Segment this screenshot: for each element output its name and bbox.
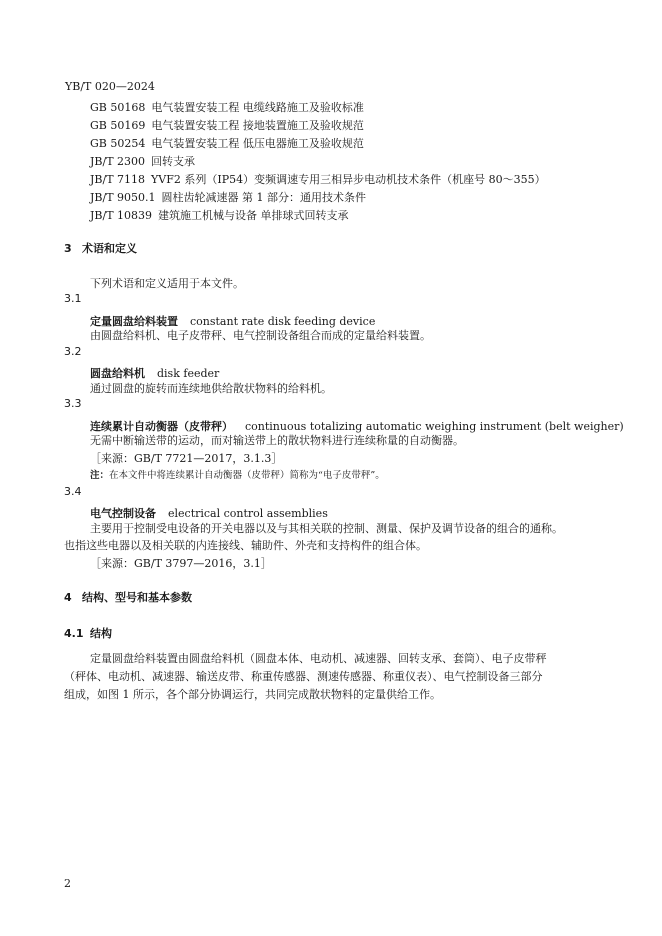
section-3-intro: 下列术语和定义适用于本文件。	[90, 277, 244, 290]
clause-number-3-4: 3.4	[64, 485, 82, 498]
term-english: electrical control assemblies	[168, 507, 328, 520]
section-title: 术语和定义	[82, 242, 137, 255]
reference-title: 电气装置安装工程 低压电器施工及验收规范	[151, 137, 364, 150]
reference-item	[90, 171, 546, 189]
term-english: disk feeder	[157, 367, 220, 380]
term-chinese: 定量圆盘给料装置	[90, 315, 178, 328]
term-3-3-note	[90, 467, 385, 481]
term-3-3-definition: 无需中断输送带的运动，而对输送带上的散状物料进行连续称量的自动衡器。	[90, 434, 464, 447]
reference-title: 电气装置安装工程 接地装置施工及验收规范	[151, 119, 364, 132]
subsection-4-1-heading	[64, 625, 112, 641]
term-chinese: 电气控制设备	[90, 507, 156, 520]
reference-title: 回转支承	[151, 155, 196, 168]
section-title: 结构、型号和基本参数	[82, 591, 192, 604]
term-3-4-entry	[90, 502, 328, 521]
term-3-2-definition: 通过圆盘的旋转而连续地供给散状物料的给料机。	[90, 382, 332, 395]
reference-item	[90, 153, 195, 171]
subsection-title: 结构	[90, 627, 112, 640]
reference-code: JB/T 9050.1	[90, 191, 156, 204]
section-number: 4	[64, 591, 72, 604]
reference-item	[90, 117, 364, 135]
paragraph-4-1-line-1: 定量圆盘给料装置由圆盘给料机（圆盘本体、电动机、减速器、回转支承、套筒）、电子皮带秤	[90, 652, 547, 665]
reference-code: JB/T 2300	[90, 155, 146, 168]
reference-item	[90, 189, 366, 207]
reference-code: JB/T 7118	[90, 173, 146, 186]
clause-number-3-1: 3.1	[64, 292, 82, 305]
page-number: 2	[64, 877, 71, 890]
term-chinese: 连续累计自动衡器（皮带秤）	[90, 420, 233, 433]
paragraph-4-1-line-3: 组成，如图 1 所示，各个部分协调运行，共同完成散状物料的定量供给工作。	[64, 688, 441, 701]
subsection-number: 4.1	[64, 627, 84, 640]
term-3-2-entry	[90, 362, 219, 381]
note-text: 在本文件中将连续累计自动衡器（皮带秤）简称为“电子皮带秤”。	[109, 470, 385, 481]
term-3-4-source: ［来源：GB/T 3797—2016，3.1］	[90, 557, 272, 570]
term-3-4-definition-line-2: 也指这些电器以及相关联的内连接线、辅助件、外壳和支持构件的组合体。	[64, 539, 427, 552]
reference-title: 圆柱齿轮减速器 第 1 部分：通用技术条件	[161, 191, 367, 204]
reference-item	[90, 207, 349, 225]
section-3-heading	[64, 240, 137, 256]
reference-item	[90, 99, 364, 117]
section-number: 3	[64, 242, 72, 255]
reference-code: JB/T 10839	[90, 209, 153, 222]
reference-title: YVF2 系列（IP54）变频调速专用三相异步电动机技术条件（机座号 80～355）	[151, 173, 546, 186]
section-4-heading	[64, 589, 192, 605]
reference-item	[90, 135, 364, 153]
reference-title: 建筑施工机械与设备 单排球式回转支承	[158, 209, 349, 222]
reference-code: GB 50168	[90, 101, 146, 114]
reference-code: GB 50169	[90, 119, 146, 132]
term-3-1-definition: 由圆盘给料机、电子皮带秤、电气控制设备组合而成的定量给料装置。	[90, 329, 431, 342]
standard-code-header: YB/T 020—2024	[65, 80, 155, 93]
reference-title: 电气装置安装工程 电缆线路施工及验收标准	[151, 101, 364, 114]
term-english: continuous totalizing automatic weighing instrument (belt weigher)	[245, 420, 624, 433]
reference-code: GB 50254	[90, 137, 146, 150]
paragraph-4-1-line-2: （秤体、电动机、减速器、输送皮带、称重传感器、测速传感器、称重仪表）、电气控制设备三部分	[64, 670, 543, 683]
note-label: 注：	[90, 470, 110, 481]
clause-number-3-3: 3.3	[64, 397, 82, 410]
term-chinese: 圆盘给料机	[90, 367, 145, 380]
term-3-3-source: ［来源：GB/T 7721—2017，3.1.3］	[90, 452, 283, 465]
term-3-4-definition-line-1: 主要用于控制受电设备的开关电器以及与其相关联的控制、测量、保护及调节设备的组合的通称。	[90, 522, 563, 535]
term-english: constant rate disk feeding device	[190, 315, 376, 328]
clause-number-3-2: 3.2	[64, 345, 82, 358]
